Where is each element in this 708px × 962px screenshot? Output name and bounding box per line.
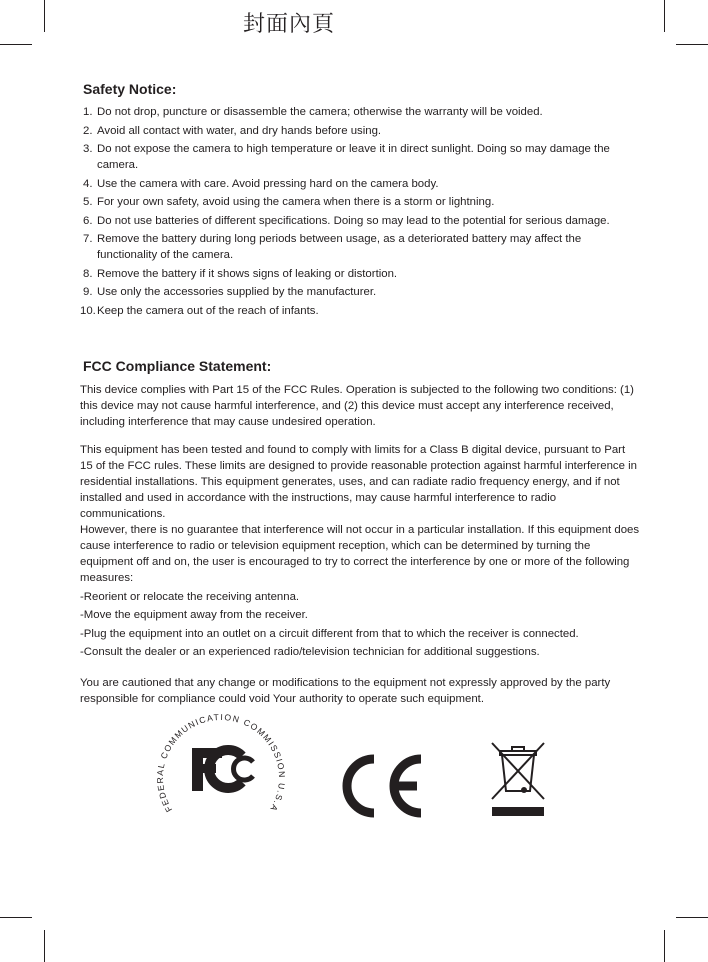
safety-notice-text: Do not use batteries of different specifications. Doing so may lead to the potential for serious damage. [97,214,610,227]
safety-notice-text: Avoid all contact with water, and dry hands before using. [97,124,382,137]
crop-mark-bottom-right-vertical [664,930,665,962]
fcc-measure-item: -Consult the dealer or an experienced radio/television technician for additional suggestions. [80,646,540,658]
safety-notice-text: Keep the camera out of the reach of infants. [97,304,319,317]
safety-notice-text: Do not expose the camera to high temperature or leave it in direct sunlight. Doing so may damage the camera. [97,143,610,171]
fcc-compliance-body [80,382,640,707]
fcc-measure-item: -Move the equipment away from the receiver. [80,609,308,621]
safety-notice-number: 5. [83,196,93,208]
safety-notice-text: Use only the accessories supplied by the manufacturer. [97,286,377,298]
safety-notice-list [80,104,640,321]
ce-logo [342,752,428,820]
safety-notice-text: For your own safety, avoid using the camera when there is a storm or lightning. [97,196,495,208]
safety-notice-heading: Safety Notice: [83,81,177,97]
fcc-ring-text: FEDERAL COMMUNICATION COMMISSION U.S.A [154,711,288,814]
safety-notice-number: 9. [83,286,93,298]
safety-notice-text: Remove the battery if it shows signs of leaking or distortion. [97,267,398,280]
safety-notice-text: Remove the battery during long periods between usage, as a deteriorated battery may affect the functionality of the camera. [97,233,582,261]
crop-mark-bottom-left-vertical [44,930,45,962]
safety-notice-number: 7. [83,233,93,245]
fcc-paragraph-no-guarantee: However, there is no guarantee that interference will not occur in a particular installation. If this equipment does cause interference to radio or television equipment reception, which can be determined by turning the equipment off and on, the user is encouraged to try to correct the interference by one or more of the following measures: [80,524,640,584]
fcc-measure-item: -Plug the equipment into an outlet on a circuit different from that to which the receiver is connected. [80,627,579,640]
crop-mark-top-left-horizontal [0,44,32,45]
fcc-paragraph-conditions: This device complies with Part 15 of the FCC Rules. Operation is subjected to the following two conditions: (1) this device may not cause harmful interference, and (2) this device must accept any interference received, including interference that may cause undesired operation. [80,384,634,428]
safety-notice-item [80,141,640,173]
fcc-logo [150,708,290,828]
safety-notice-text: Do not drop, puncture or disassemble the camera; otherwise the warranty will be voided. [97,106,543,118]
crop-mark-top-right-vertical [664,0,665,32]
fcc-measure-item: -Reorient or relocate the receiving antenna. [80,590,300,603]
safety-notice-item [80,284,640,300]
safety-notice-number: 8. [83,267,93,280]
safety-notice-item [80,231,640,263]
safety-notice-number: 6. [83,214,93,227]
safety-notice-item [80,176,640,192]
safety-notice-number: 2. [83,124,93,137]
crossed-out-wheelie-bin-icon [490,741,546,819]
fcc-paragraph-class-b: This equipment has been tested and found to comply with limits for a Class B digital device, pursuant to Part 15 of the FCC rules. These limits are designed to provide reasonable protection against harmful interference in residential installations. This equipment generates, uses, and can radiate radio frequency energy, and if not installed and used in accordance with the instructions, may cause harmful interference to radio communications. [80,444,637,520]
safety-notice-number: 3. [83,143,93,155]
safety-notice-item [80,266,640,282]
crop-mark-top-right-horizontal [676,44,708,45]
crop-mark-bottom-left-horizontal [0,917,32,918]
page-title: 封面內頁 [242,12,335,37]
fcc-compliance-heading: FCC Compliance Statement: [83,358,272,374]
safety-notice-item [80,303,640,319]
ce-mark-bar [394,782,417,791]
safety-notice-item [80,104,640,120]
safety-notice-number: 1. [83,106,93,118]
safety-notice-number: 10. [80,304,96,317]
safety-notice-item [80,213,640,229]
crop-mark-bottom-right-horizontal [676,917,708,918]
safety-notice-text: Use the camera with care. Avoid pressing hard on the camera body. [97,177,439,190]
fcc-paragraph-caution: You are cautioned that any change or modifications to the equipment not expressly approved by the party responsible for compliance could void Your authority to operate such equipment. [80,676,611,705]
safety-notice-item [80,194,640,210]
safety-notice-item [80,123,640,139]
safety-notice-number: 4. [83,177,93,190]
